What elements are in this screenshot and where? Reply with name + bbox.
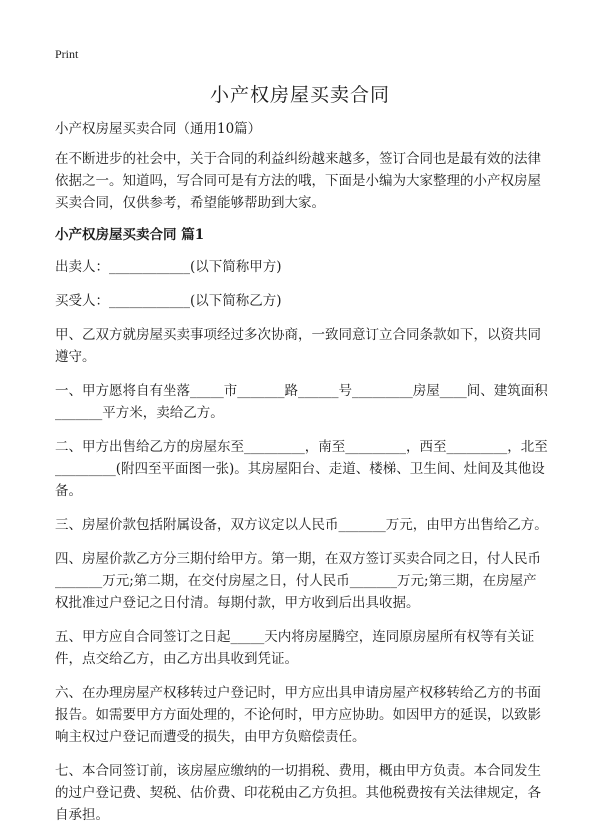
section-heading: 小产权房屋买卖合同 篇1: [55, 227, 205, 243]
preamble-paragraph: 甲、乙双方就房屋买卖事项经过多次协商，一致同意订立合同条款如下，以资共同遵守。: [55, 327, 541, 365]
clause-7: 七、本合同签订前，该房屋应缴纳的一切捐税、费用，概由甲方负责。本合同发生的过户登记费、契税、估价费、印花税由乙方负担。其他税费按有关法律规定，各自承担。: [55, 763, 541, 823]
document-body: [55, 118, 550, 838]
clause-3: 三、房屋价款包括附属设备，双方议定以人民币_______万元，由甲方出售给乙方。: [55, 517, 548, 533]
clause-6: 六、在办理房屋产权移转过户登记时，甲方应出具申请房屋产权移转给乙方的书面报告。如需要甲方方面处理的，不论何时，甲方应协助。如因甲方的延误，以致影响主权过户登记而遭受的损失，由甲方负赔偿责任。: [55, 685, 541, 745]
document-title: 小产权房屋买卖合同: [209, 84, 390, 106]
print-link[interactable]: Print: [55, 47, 79, 61]
intro-paragraph: 在不断进步的社会中，关于合同的利益纠纷越来越多，签订合同也是最有效的法律依据之一。知道吗，写合同可是有方法的哦，下面是小编为大家整理的小产权房屋买卖合同，仅供参考，希望能够帮助到大家。: [55, 151, 541, 211]
clause-4: 四、房屋价款乙方分三期付给甲方。第一期，在双方签订买卖合同之日，付人民币_______万元;第二期，在交付房屋之日，付人民币_______万元;第三期，在房屋产权批准过户登记之日付清。每期付款，甲方收到后出具收据。: [55, 551, 541, 611]
document-subtitle: 小产权房屋买卖合同（通用10篇）: [55, 121, 262, 137]
clause-1: 一、甲方愿将自有坐落_____市_______路______号_________房屋____间、建筑面积_______平方米，卖给乙方。: [55, 383, 548, 421]
buyer-line: 买受人：____________(以下简称乙方): [55, 293, 282, 309]
clause-5: 五、甲方应自合同签订之日起_____天内将房屋腾空，连同原房屋所有权等有关证件，点交给乙方，由乙方出具收到凭证。: [55, 629, 535, 667]
clause-2: 二、甲方出售给乙方的房屋东至_________，南至_________，西至_________，北至_________(附四至平面图一张)。其房屋阳台、走道、楼梯、卫生间、灶间及其他设备。: [55, 439, 548, 499]
seller-line: 出卖人：____________(以下简称甲方): [55, 259, 282, 275]
